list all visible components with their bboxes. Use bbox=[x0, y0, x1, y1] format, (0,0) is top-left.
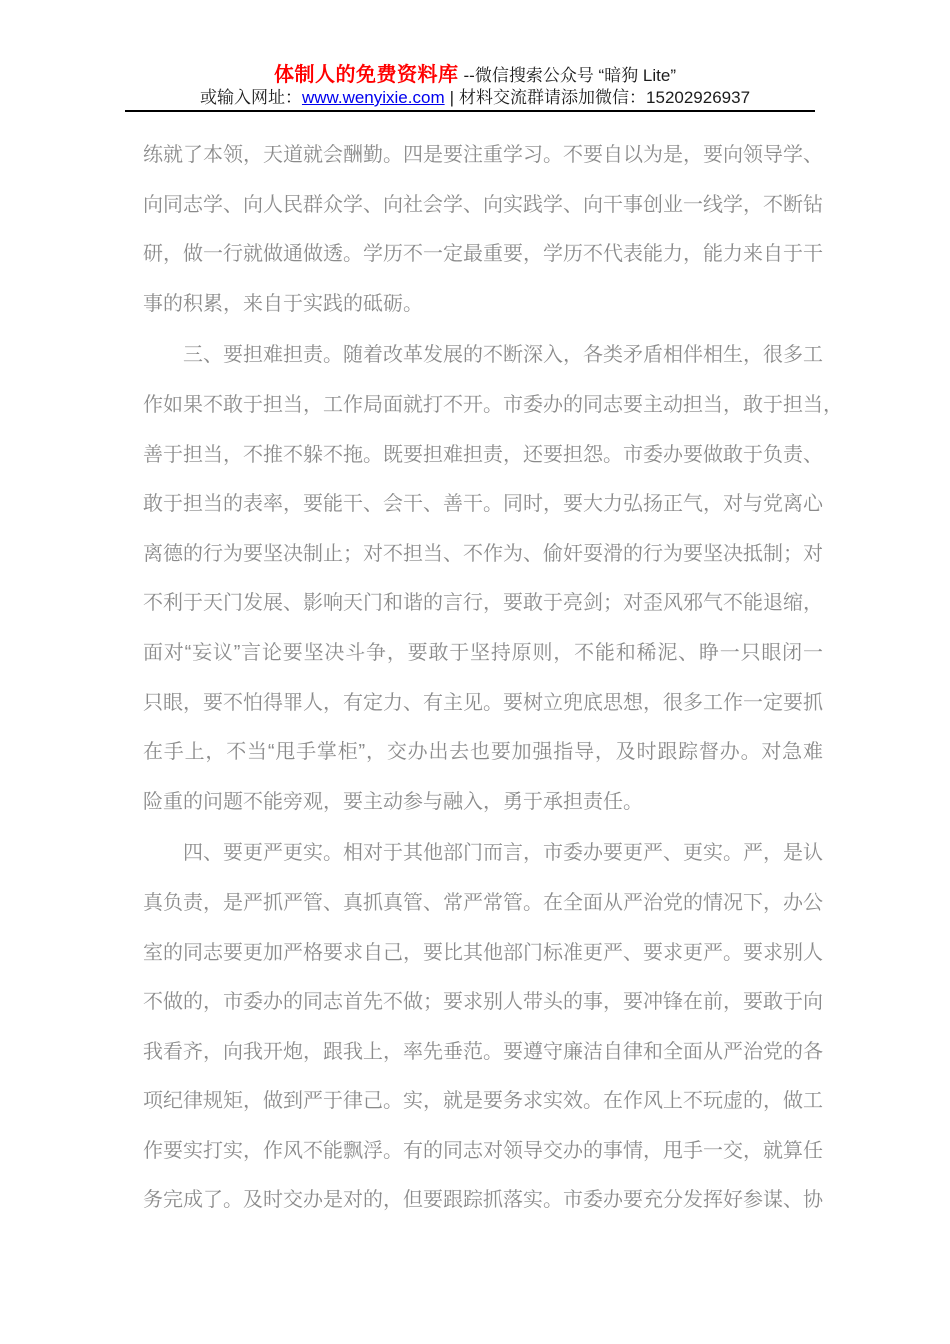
header-rule bbox=[125, 110, 815, 112]
text-line: 不利于天门发展、影响天门和谐的言行，要敢于亮剑；对歪风邪气不能退缩， bbox=[143, 592, 823, 615]
website-link[interactable]: www.wenyixie.com bbox=[301, 88, 445, 107]
website-prefix-label: 或输入网址： bbox=[199, 88, 302, 107]
wechat-contact-label: 材料交流群请添加微信：15202926937 bbox=[459, 88, 751, 107]
text-line: 作要实打实，作风不能飘浮。有的同志对领导交办的事情，甩手一交，就算任 bbox=[143, 1139, 823, 1162]
text-line: 善于担当，不推不躲不拖。既要担难担责，还要担怨。市委办要做敢于负责、 bbox=[143, 443, 823, 466]
text-line: 向同志学、向人民群众学、向社会学、向实践学、向干事创业一线学，不断钻 bbox=[143, 193, 823, 216]
text-line: 三、要担难担责。随着改革发展的不断深入，各类矛盾相伴相生，很多工 bbox=[183, 344, 823, 367]
text-line: 室的同志要更加严格要求自己，要比其他部门标准更严、要求更严。要求别人 bbox=[143, 941, 823, 964]
brand-title: 体制人的免费资料库 bbox=[274, 64, 459, 86]
text-line: 研，做一行就做通做透。学历不一定最重要，学历不代表能力，能力来自于干 bbox=[143, 243, 823, 266]
brand-tagline: --微信搜索公众号 “暗狗 Lite” bbox=[463, 66, 676, 85]
separator-bar: | bbox=[449, 88, 455, 107]
header-line-2 bbox=[0, 88, 950, 108]
paragraph bbox=[143, 829, 823, 1226]
paragraph bbox=[143, 331, 843, 827]
text-line: 只眼，要不怕得罪人，有定力、有主见。要树立兜底思想，很多工作一定要抓 bbox=[143, 691, 823, 714]
text-line: 务完成了。及时交办是对的，但要跟踪抓落实。市委办要充分发挥好参谋、协 bbox=[143, 1189, 823, 1212]
text-line: 四、要更严更实。相对于其他部门而言，市委办要更严、更实。严，是认 bbox=[183, 842, 823, 865]
text-line: 敢于担当的表率，要能干、会干、善干。同时，要大力弘扬正气，对与党离心 bbox=[143, 493, 823, 516]
document-body bbox=[143, 131, 843, 1226]
page-header bbox=[0, 0, 950, 112]
text-line: 真负责，是严抓严管、真抓真管、常严常管。在全面从严治党的情况下，办公 bbox=[143, 891, 823, 914]
text-line: 作如果不敢于担当，工作局面就打不开。市委办的同志要主动担当，敢于担当， bbox=[143, 393, 843, 416]
text-line: 练就了本领，天道就会酬勤。四是要注重学习。不要自以为是，要向领导学、 bbox=[143, 144, 823, 166]
header-line-1 bbox=[0, 63, 950, 88]
text-line: 在手上，不当“甩手掌柜”，交办出去也要加强指导，及时跟踪督办。对急难 bbox=[143, 741, 823, 764]
text-line: 险重的问题不能旁观，要主动参与融入，勇于承担责任。 bbox=[143, 790, 643, 813]
text-line: 离德的行为要坚决制止；对不担当、不作为、偷奸耍滑的行为要坚决抵制；对 bbox=[143, 542, 823, 565]
text-line: 项纪律规矩，做到严于律己。实，就是要务求实效。在作风上不玩虚的，做工 bbox=[143, 1090, 823, 1113]
text-line: 我看齐，向我开炮，跟我上，率先垂范。要遵守廉洁自律和全面从严治党的各 bbox=[143, 1040, 823, 1063]
text-line: 不做的，市委办的同志首先不做；要求别人带头的事，要冲锋在前，要敢于向 bbox=[143, 991, 823, 1014]
text-line: 事的积累，来自于实践的砥砺。 bbox=[143, 292, 423, 315]
paragraph bbox=[143, 131, 823, 329]
text-line: 面对“妄议”言论要坚决斗争，要敢于坚持原则，不能和稀泥、睁一只眼闭一 bbox=[143, 641, 823, 664]
